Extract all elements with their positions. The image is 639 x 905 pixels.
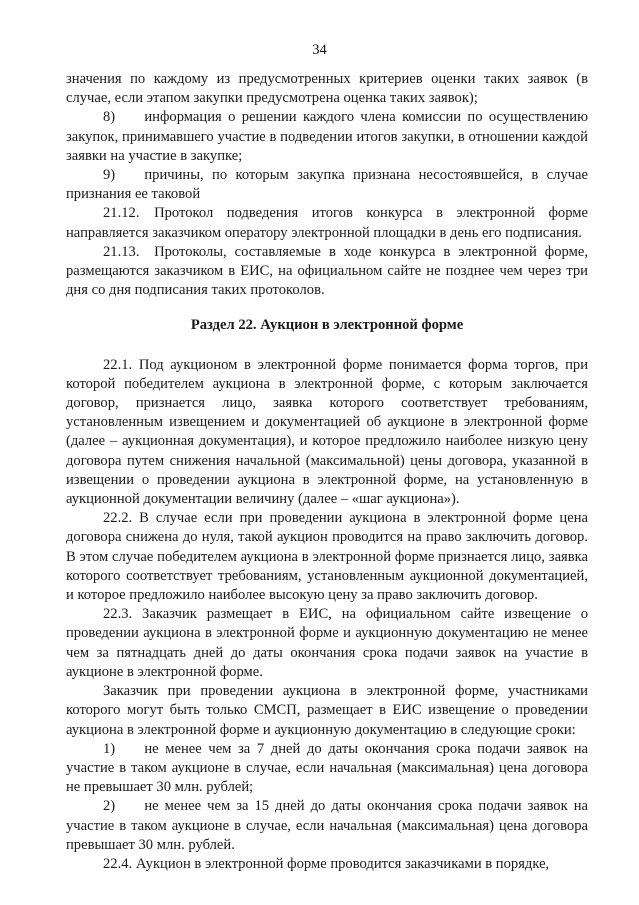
paragraph-21-12: 21.12. Протокол подведения итогов конкурса в электронной форме направляется заказчиком оператору электронной площадки в день его подписания. (66, 205, 588, 241)
paragraph-item-8: 8) информация о решении каждого члена комиссии по осуществлению закупок, принимавшего участие в подведении итогов закупки, в отношении каждой заявки на участие в закупке; (66, 109, 588, 164)
paragraph-22-1: 22.1. Под аукционом в электронной форме понимается форма торгов, при которой победителем аукциона в электронной форме, с которым заключается договор, признается лицо, заявка которого соответствует требованиям, установленным извещением и документацией об аукционе в электронной форме (далее – аукционная документация), и которое предложило наиболее низкую цену договора путем снижения начальной (максимальной) цены договора, указанной в извещении о проведении аукциона в электронной форме, на установленную в аукционной документации величину (далее – «шаг аукциона»). (66, 356, 588, 508)
paragraph-smsp: Заказчик при проведении аукциона в электронной форме, участниками которого могут быть только СМСП, размещает в ЕИС извещение о проведении аукциона в электронной форме и аукционную документацию в следующие сроки: (66, 683, 588, 738)
paragraph-22-2: 22.2. В случае если при проведении аукциона в электронной форме цена договора снижена до нуля, такой аукцион проводится на право заключить договор. В этом случае победителем аукциона в электронной форме признается лицо, заявка которого соответствует требованиям, установленным аукционной документацией, и которое предложило наиболее высокую цену за право заключить договор. (66, 510, 588, 604)
document-body (66, 70, 588, 874)
paragraph-term-1: 1) не менее чем за 7 дней до даты окончания срока подачи заявок на участие в таком аукционе в случае, если начальная (максимальная) цена договора не превышает 30 млн. рублей; (66, 740, 588, 796)
page-number: 34 (312, 42, 327, 58)
paragraph-22-4: 22.4. Аукцион в электронной форме проводится заказчиками в порядке, (103, 855, 550, 872)
paragraph-22-3: 22.3. Заказчик размещает в ЕИС, на официальном сайте извещение о проведении аукциона в электронной форме и аукционную документацию не менее чем за пятнадцать дней до даты окончания срока подачи заявок на участие в аукционе в электронной форме. (66, 606, 588, 680)
paragraph-item-9: 9) причины, по которым закупка признана несостоявшейся, в случае признания ее таковой (66, 167, 588, 203)
paragraph-continuation: значения по каждому из предусмотренных критериев оценки таких заявок (в случае, если этапом закупки предусмотрена оценка таких заявок); (66, 71, 588, 107)
paragraph-term-2: 2) не менее чем за 15 дней до даты окончания срока подачи заявок на участие в таком аукционе в случае, если начальная (максимальная) цена договора превышает 30 млн. рублей. (66, 798, 588, 853)
section-heading: Раздел 22. Аукцион в электронной форме (190, 317, 464, 334)
paragraph-21-13: 21.13. Протоколы, составляемые в ходе конкурса в электронной форме, размещаются заказчиком в ЕИС, на официальном сайте не позднее чем через три дня со дня подписания таких протоколов. (66, 243, 588, 299)
